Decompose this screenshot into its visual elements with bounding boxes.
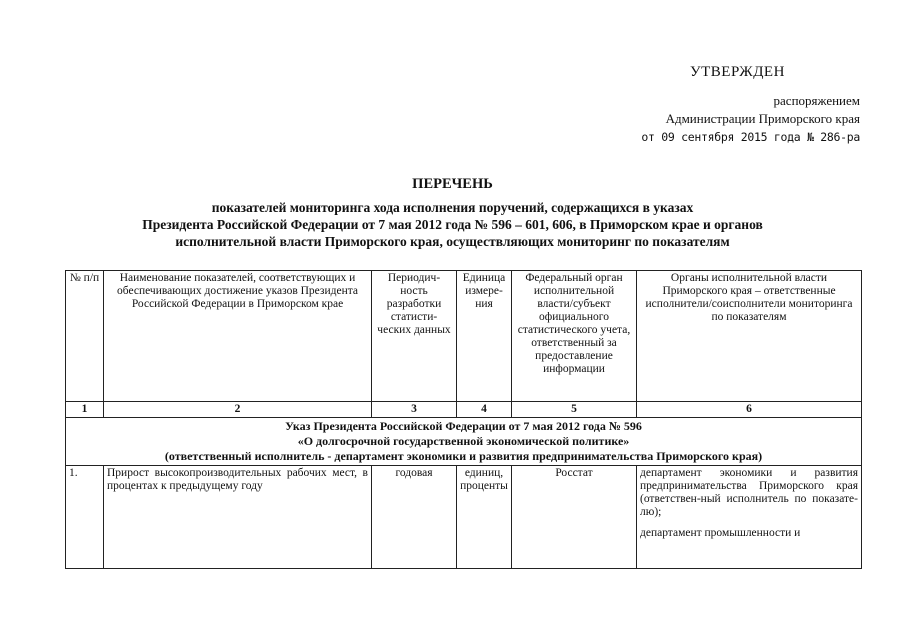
subtitle-line-3: исполнительной власти Приморского края, осуществляющих мониторинг по показателям	[175, 234, 730, 249]
column-number: 3	[372, 402, 457, 418]
column-number: 5	[512, 402, 637, 418]
indicators-table	[65, 270, 862, 569]
subtitle-line-2: Президента Российской Федерации от 7 мая 2012 года № 596 – 601, 606, в Приморском крае и органов	[142, 217, 763, 232]
table-row	[66, 466, 862, 569]
column-number: 2	[104, 402, 372, 418]
row-indicator: Прирост высокопроизводительных рабочих мест, в процентах к предыдущему году	[104, 466, 372, 569]
section-header-row	[66, 418, 862, 466]
header-periodicity: Периодич-ность разработки статисти-ческих данных	[372, 271, 457, 402]
approval-line-authority: Администрации Приморского края	[665, 111, 860, 126]
row-periodicity: годовая	[372, 466, 457, 569]
subtitle-line-1: показателей мониторинга хода исполнения поручений, содержащихся в указах	[211, 200, 694, 215]
row-unit: единиц, проценты	[457, 466, 512, 569]
approval-line-date-number: от 09 сентября 2015 года № 286-ра	[641, 130, 860, 144]
column-numbers-row	[66, 402, 862, 418]
section-responsible: (ответственный исполнитель - департамент экономики и развития предпринимательства Приморского края)	[164, 449, 763, 463]
approval-line-order: распоряжением	[773, 93, 860, 108]
column-number: 4	[457, 402, 512, 418]
header-indicator-name: Наименование показателей, соответствующих и обеспечивающих достижение указов Президента Российской Федерации в Приморском крае	[104, 271, 372, 402]
header-unit: Единица измере-ния	[457, 271, 512, 402]
column-number: 1	[66, 402, 104, 418]
approval-block	[620, 92, 860, 146]
table-header-row	[66, 271, 862, 402]
document-subtitle	[80, 199, 825, 250]
header-number: № п/п	[66, 271, 104, 402]
approval-heading: УТВЕРЖДЕН	[690, 64, 785, 80]
row-responsible-co: департамент промышленности и	[640, 527, 801, 539]
header-regional-bodies: Органы исполнительной власти Приморского края – ответственные исполнители/соисполнители мониторинга по показателям	[637, 271, 862, 402]
section-decree-title: Указ Президента Российской Федерации от 7 мая 2012 года № 596	[285, 419, 642, 433]
section-header	[66, 418, 862, 466]
row-federal-body: Росстат	[512, 466, 637, 569]
column-number: 6	[637, 402, 862, 418]
header-federal-body: Федеральный орган исполнительной власти/субъект официального статистического учета, ответственный за предоставление информации	[512, 271, 637, 402]
row-responsible-main: департамент экономики и развития предпринимательства Приморского края (ответствен-ный исполнитель по показате-лю);	[640, 467, 858, 518]
section-decree-subject: «О долгосрочной государственной экономической политике»	[297, 434, 630, 448]
row-number: 1.	[66, 466, 104, 569]
row-responsible	[637, 466, 862, 569]
document-title: ПЕРЕЧЕНЬ	[412, 176, 493, 192]
